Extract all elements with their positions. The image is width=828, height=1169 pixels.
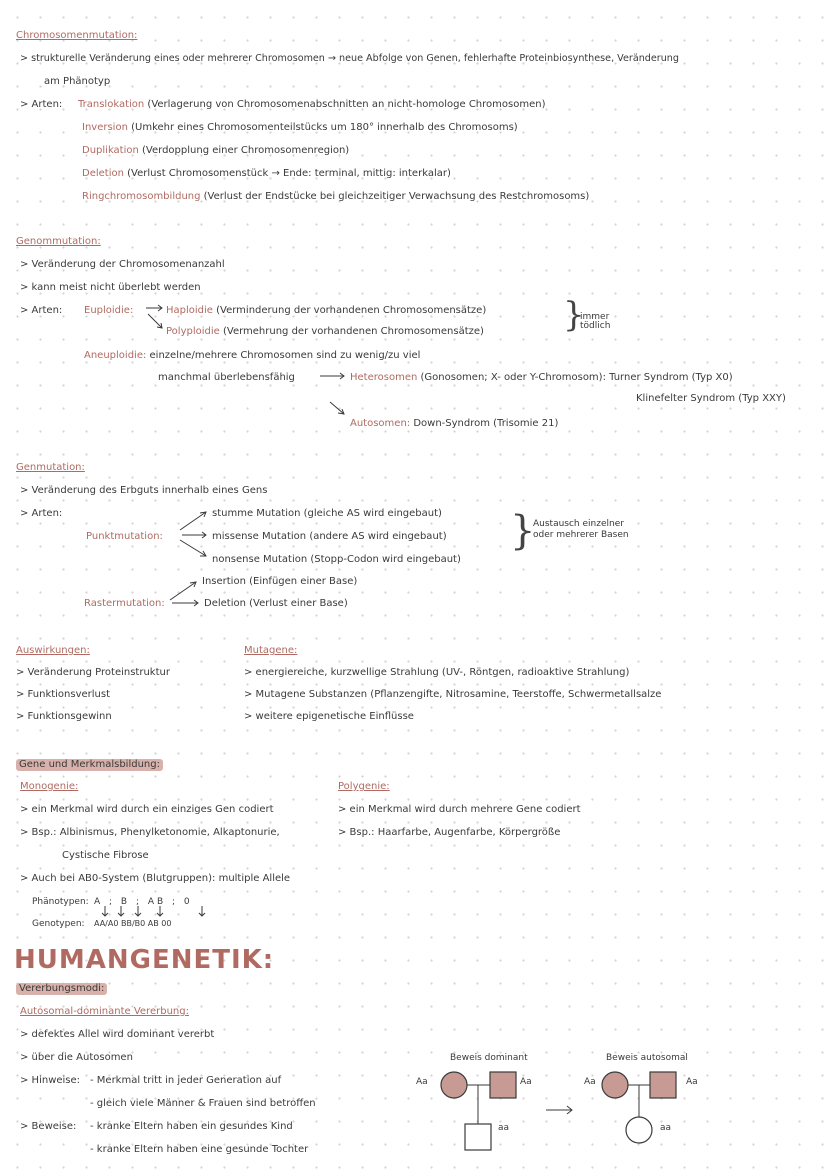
text-line: > strukturelle Veränderung eines oder mehrerer Chromosomen → neue Abfolge von Genen, fehlerhafte Proteinbiosynthese, Veränderung: [20, 53, 679, 64]
type-duplikation: Duplikation (Verdopplung einer Chromosomenregion): [82, 145, 350, 156]
stumme-mutation: stumme Mutation (gleiche AS wird eingebaut): [212, 508, 442, 519]
arrow-icon: [330, 402, 344, 414]
punktmutation-label: Punktmutation:: [86, 531, 163, 542]
text-line: > Veränderung des Erbguts innerhalb eines Gens: [20, 485, 268, 496]
genotype-label: Aa: [686, 1077, 698, 1087]
label-arten: > Arten:: [20, 508, 63, 519]
section-title-genmutation: Genmutation:: [16, 462, 85, 473]
arrow-icon: [180, 540, 206, 556]
autosomen-line: Autosomen: Down-Syndrom (Trisomie 21): [350, 418, 559, 429]
list-item: > energiereiche, kurzwellige Strahlung (UV-, Röntgen, radioaktive Strahlung): [244, 667, 630, 678]
list-item: > Veränderung Proteinstruktur: [16, 667, 170, 678]
text-line: Cystische Fibrose: [62, 850, 149, 861]
text-line: > Veränderung der Chromosomenanzahl: [20, 259, 225, 270]
text-line: - kranke Eltern haben ein gesundes Kind: [90, 1121, 293, 1132]
section-title-merkmalsbildung: Gene und Merkmalsbildung:: [16, 759, 163, 771]
arrow-icon: [102, 913, 108, 916]
phenotypes-values: A ; B ; AB ; 0: [94, 897, 193, 907]
list-item: > weitere epigenetische Einflüsse: [244, 711, 414, 722]
note-basen: oder mehrerer Basen: [533, 530, 629, 540]
klinefelter-text: Klinefelter Syndrom (Typ XXY): [636, 393, 786, 404]
insertion-text: Insertion (Einfügen einer Base): [202, 576, 358, 587]
polyploidie-line: Polyploidie (Vermehrung der vorhandenen Chromosomensätze): [166, 326, 484, 337]
beweise-label: > Beweise:: [20, 1121, 77, 1132]
arrow-icon: [200, 512, 206, 517]
note-toedlich: tödlich: [580, 321, 611, 331]
vererbungsmodi-title: Vererbungsmodi:: [16, 983, 107, 995]
text-line: > über die Autosomen: [20, 1052, 133, 1063]
genotype-label: Aa: [584, 1077, 596, 1087]
arrow-icon: [158, 305, 162, 311]
affected-male-symbol: [650, 1072, 676, 1098]
section-title-chromosomenmutation: Chromosomenmutation:: [16, 30, 138, 41]
arrow-icon: [118, 913, 124, 916]
section-title-auswirkungen: Auswirkungen:: [16, 645, 90, 656]
genotypes-label: Genotypen:: [32, 919, 85, 929]
genotype-label: Aa: [520, 1077, 532, 1087]
arrow-icon: [194, 600, 198, 606]
heterosomen-line: Heterosomen (Gonosomen; X- oder Y-Chromosom): Turner Syndrom (Typ X0): [350, 372, 733, 383]
arrow-icon: [567, 1106, 572, 1114]
diagram-title-dominant: Beweis dominant: [450, 1053, 528, 1063]
text-line: - kranke Eltern haben eine gesunde Tochter: [90, 1144, 309, 1155]
section-title-mutagene: Mutagene:: [244, 645, 298, 656]
list-item: > Mutagene Substanzen (Pflanzengifte, Nitrosamine, Teerstoffe, Schwermetallsalze: [244, 689, 662, 700]
arrow-icon: [180, 512, 206, 530]
genotypes-values: AA/A0 BB/B0 AB 00: [94, 919, 172, 928]
nonsense-mutation: nonsense Mutation (Stopp-Codon wird eingebaut): [212, 554, 461, 565]
aneuploidie-line: Aneuploidie: einzelne/mehrere Chromosomen sind zu wenig/zu viel: [84, 350, 421, 361]
text-line: > ein Merkmal wird durch mehrere Gene codiert: [338, 804, 581, 815]
haploidie-line: Haploidie (Verminderung der vorhandenen Chromosomensätze): [166, 305, 487, 316]
text-line: > defektes Allel wird dominant vererbt: [20, 1029, 215, 1040]
arrow-icon: [170, 582, 196, 600]
text-line: > kann meist nicht überlebt werden: [20, 282, 201, 293]
genotype-label: aa: [660, 1123, 672, 1133]
genotype-label: aa: [498, 1123, 510, 1133]
text-line: - gleich viele Männer & Frauen sind betroffen: [90, 1098, 316, 1109]
label-arten: > Arten:: [20, 99, 63, 110]
text-line: > Bsp.: Albinismus, Phenylketonomie, Alkaptonurie,: [20, 827, 280, 838]
arrow-icon: [148, 314, 162, 328]
type-deletion: Deletion (Verlust Chromosomenstück → Ende: terminal, mittig: interkalar): [82, 168, 451, 179]
autosomal-dominant-title: Autosomal-dominante Vererbung:: [20, 1006, 189, 1017]
arrow-icon: [200, 551, 206, 556]
label-arten: > Arten:: [20, 305, 63, 316]
list-item: > Funktionsgewinn: [16, 711, 112, 722]
euploidie-label: Euploidie:: [84, 305, 134, 316]
text-line: am Phänotyp: [44, 76, 111, 87]
healthy-female-symbol: [626, 1117, 652, 1143]
arrow-icon: [338, 409, 344, 414]
text-line: > Bsp.: Haarfarbe, Augenfarbe, Körpergröße: [338, 827, 561, 838]
phenotypes-label: Phänotypen:: [32, 897, 89, 907]
affected-male-symbol: [490, 1072, 516, 1098]
note-austausch: Austausch einzelner: [533, 519, 624, 529]
arrow-icon: [202, 532, 206, 538]
arrow-icon: [340, 373, 344, 379]
diagram-title-autosomal: Beweis autosomal: [606, 1053, 688, 1063]
polygenie-title: Polygenie:: [338, 781, 390, 792]
arrow-icon: [199, 913, 205, 916]
section-title-genommutation: Genommutation:: [16, 236, 101, 247]
brace: }: [510, 508, 536, 554]
text-line: > Auch bei AB0-System (Blutgruppen): multiple Allele: [20, 873, 291, 884]
arrow-icon: [135, 913, 141, 916]
affected-female-symbol: [441, 1072, 467, 1098]
missense-mutation: missense Mutation (andere AS wird eingebaut): [212, 531, 447, 542]
deletion-text: Deletion (Verlust einer Base): [204, 598, 348, 609]
text-line: - Merkmal tritt in jeder Generation auf: [90, 1075, 282, 1086]
manchmal-text: manchmal überlebensfähig: [158, 372, 295, 383]
text-line: > ein Merkmal wird durch ein einziges Gen codiert: [20, 804, 274, 815]
arrow-icon: [157, 913, 163, 916]
monogenie-title: Monogenie:: [20, 781, 79, 792]
affected-female-symbol: [602, 1072, 628, 1098]
hinweise-label: > Hinweise:: [20, 1075, 81, 1086]
rastermutation-label: Rastermutation:: [84, 598, 165, 609]
brace: }: [563, 295, 585, 335]
note-immer: immer: [580, 312, 610, 322]
arrow-icon: [190, 582, 196, 587]
healthy-male-symbol: [465, 1124, 491, 1150]
genotype-label: Aa: [416, 1077, 428, 1087]
arrow-icon: [157, 323, 162, 328]
page-heading-humangenetik: HUMANGENETIK:: [14, 945, 275, 975]
type-translokation: Translokation (Verlagerung von Chromosomenabschnitten an nicht-homologe Chromosomen): [78, 99, 546, 110]
list-item: > Funktionsverlust: [16, 689, 111, 700]
type-ringchromosom: Ringchromosombildung (Verlust der Endstücke bei gleichzeitiger Verwachsung des Restchromosoms): [82, 191, 590, 202]
type-inversion: Inversion (Umkehr eines Chromosomenteilstücks um 180° innerhalb des Chromosoms): [82, 122, 518, 133]
